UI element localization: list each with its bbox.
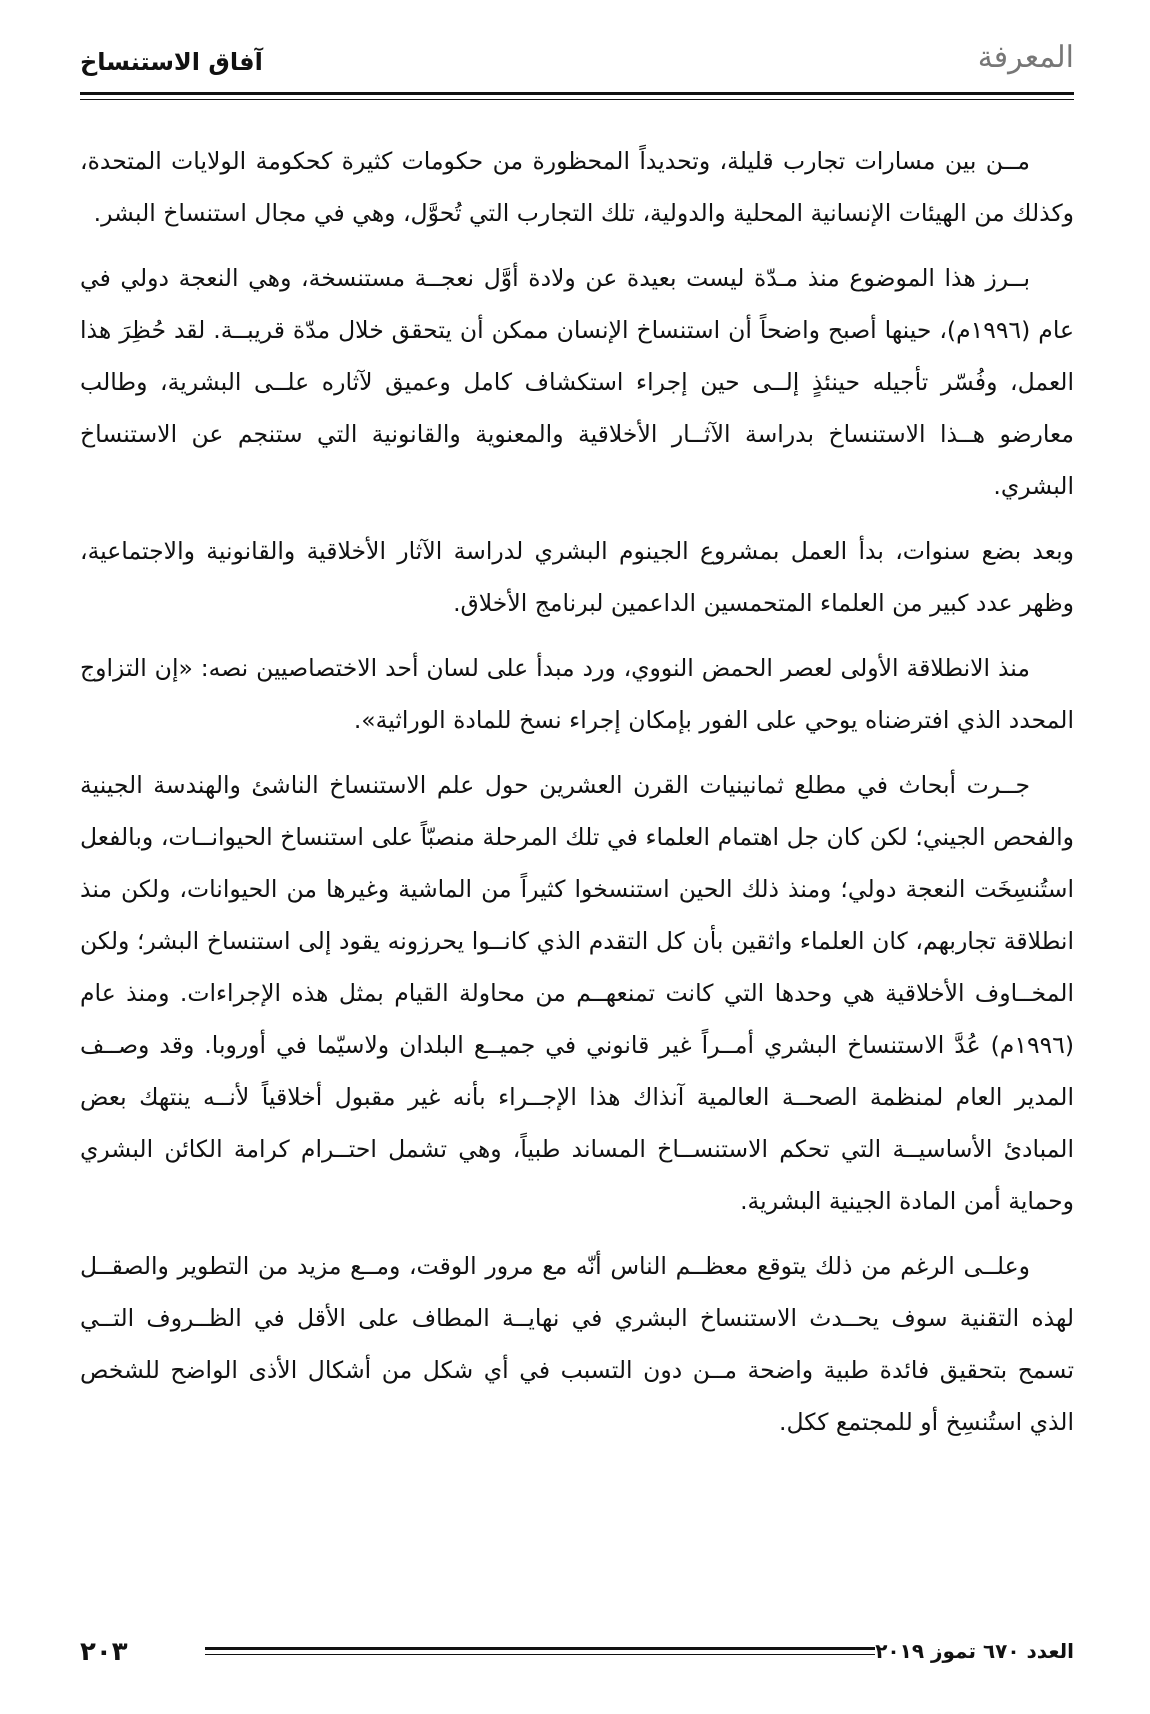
magazine-logo: المعرفة — [977, 40, 1074, 75]
paragraph-3: وبعد بضع سنوات، بدأ العمل بمشروع الجينوم البشري لدراسة الآثار الأخلاقية والقانونية والاجتماعية، وظهر عدد كبير من العلماء المتحمسين الداعمين لبرنامج الأخلاق. — [80, 537, 1074, 617]
paragraph-5: جــرت أبحاث في مطلع ثمانينيات القرن العشرين حول علم الاستنساخ الناشئ والهندسة الجينية والفحص الجيني؛ لكن كان جل اهتمام العلماء في تلك المرحلة منصبّاً على استنساخ الحيوانــات، وبالفعل استُنسِخَت النعجة دولي؛ ومنذ ذلك الحين استنسخوا كثيراً من الماشية وغيرها من الحيوانات، ولكن منذ انطلاقة تجاربهم، كان العلماء واثقين بأن كل التقدم الذي كانــوا يحرزونه يقود إلى استنساخ البشر؛ ولكن المخــاوف الأخلاقية هي وحدها التي كانت تمنعهــم من محاولة القيام بمثل هذه الإجراءات. ومنذ عام (١٩٩٦م) عُدَّ الاستنساخ البشري أمــراً غير قانوني في جميــع البلدان ولاسيّما في أوروبا. وقد وصــف المدير العام لمنظمة الصحــة العالمية آنذاك هذا الإجــراء بأنه غير مقبول أخلاقياً لأنــه ينتهك بعض المبادئ الأساسيــة التي تحكم الاستنســاخ المساند طبياً، وهي تشمل احتــرام كرامة الكائن البشري وحماية أمن المادة الجينية البشرية. — [80, 771, 1074, 1215]
paragraph-4: منذ الانطلاقة الأولى لعصر الحمض النووي، ورد مبدأ على لسان أحد الاختصاصيين نصه: «إن التزاوج المحدد الذي افترضناه يوحي على الفور بإمكان إجراء نسخ للمادة الوراثية». — [80, 654, 1074, 734]
header-rule-thin — [80, 99, 1074, 100]
running-title: آفاق الاستنساخ — [80, 48, 263, 76]
page-number: ٢٠٣ — [80, 1637, 128, 1667]
footer-rule — [205, 1647, 875, 1655]
page-footer — [80, 1637, 1074, 1677]
issue-info: العدد ٦٧٠ تموز ٢٠١٩ — [875, 1639, 1074, 1663]
paragraph-6: وعلــى الرغم من ذلك يتوقع معظــم الناس أنّه مع مرور الوقت، ومــع مزيد من التطوير والصقــل لهذه التقنية سوف يحــدث الاستنساخ البشري في نهايــة المطاف على الأقل في الظــروف التــي تسمح بتحقيق فائدة طبية واضحة مــن دون التسبب في أي شكل من أشكال الأذى الواضح للشخص الذي استُنسِخ أو للمجتمع ككل. — [80, 1252, 1074, 1436]
paragraph-1: مــن بين مسارات تجارب قليلة، وتحديداً المحظورة من حكومات كثيرة كحكومة الولايات المتحدة، وكذلك من الهيئات الإنسانية المحلية والدولية، تلك التجارب التي تُحوَّل، وهي في مجال استنساخ البشر. — [80, 147, 1074, 227]
page-header — [80, 40, 1074, 98]
article-body — [80, 135, 1074, 1461]
paragraph-2: بــرز هذا الموضوع منذ مـدّة ليست بعيدة عن ولادة أوَّل نعجــة مستنسخة، وهي النعجة دولي في عام (١٩٩٦م)، حينها أصبح واضحاً أن استنساخ الإنسان ممكن أن يتحقق خلال مدّة قريبــة. لقد حُظِرَ هذا العمل، وفُسّر تأجيله حينئذٍ إلــى حين إجراء استكشاف كامل وعميق لآثاره علــى البشرية، وطالب معارضو هــذا الاستنساخ بدراسة الآثــار الأخلاقية والمعنوية والقانونية التي ستنجم عن الاستنساخ البشري. — [80, 264, 1074, 500]
header-rule-thick — [80, 92, 1074, 95]
